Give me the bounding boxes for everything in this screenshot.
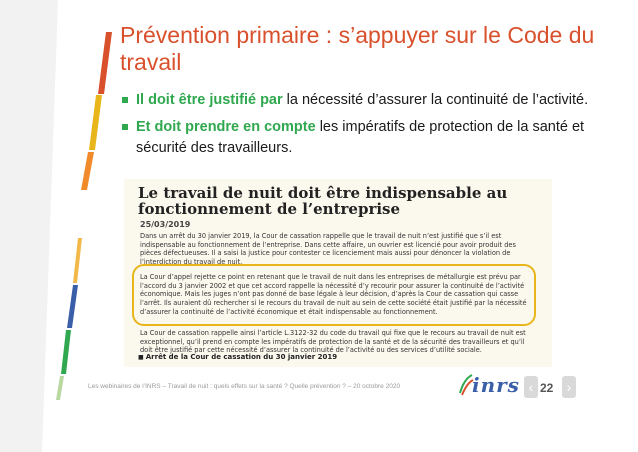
bullet-text: la nécessité d’assurer la continuité de l’activité. [282, 92, 589, 108]
article-date: 25/03/2019 [140, 220, 191, 229]
page-number: 22 [540, 381, 554, 395]
bullet-text: les impératifs de protection de la santé et sécurité des travailleurs. [136, 119, 585, 156]
article-paragraph: La Cour de cassation rappelle ainsi l’article L.3122-32 du code du travail qui fixe que le recours au travail de nuit est exceptionnel, qu’il prend en compte les impératifs de protection de la santé et de la sécurité des travailleurs et qu’il doit être justifié par cette nécessité d’assurer la continuité de l’activité ou des services d’utilité sociale. [140, 329, 526, 355]
bullet-list [122, 90, 602, 165]
article-title: Le travail de nuit doit être indispensable au fonctionnement de l’entreprise [138, 184, 508, 218]
bullet-item [122, 117, 602, 159]
chevron-right-icon: › [566, 379, 572, 395]
bullet-item [122, 90, 602, 111]
next-slide-button[interactable] [562, 376, 576, 398]
highlight-ring [132, 264, 536, 326]
logo-text: inrs [472, 373, 520, 397]
inrs-logo [458, 373, 520, 399]
chevron-left-icon: ‹ [528, 379, 534, 395]
bullet-emphasis: Il doit être justifié par [136, 92, 283, 108]
slide-title: Prévention primaire : s’appuyer sur le Code du travail [120, 22, 595, 75]
article-footer: ■ Arrêt de la Cour de cassation du 30 janvier 2019 [138, 353, 337, 361]
article-paragraph: Dans un arrêt du 30 janvier 2019, la Cour de cassation rappelle que le travail de nuit n’est justifié que s’il est indispensable au fonctionnement de l’entreprise. Dans cette affaire, un ouvrier est licencié pour avoir produit des pièces défectueuses. Il a saisi la justice pour contester ce licenciement mais aussi pour dénoncer la violation de l’interdiction du travail de nuit. [140, 232, 516, 267]
article-excerpt-image [124, 179, 552, 367]
bullet-emphasis: Et doit prendre en compte [136, 119, 316, 135]
bullet-square-icon [122, 97, 128, 103]
article-paragraph-highlighted: La Cour d’appel rejette ce point en retenant que le travail de nuit dans les entreprises de métallurgie est prévu par l’accord du 3 janvier 2002 et que cet accord rappelle la nécessité d’y recourir pour assurer la continuité de l’activité économique. Mais les juges n’ont pas donné de base légale à leur décision, d’après la Cour de cassation qui casse l’arrêt. Ils auraient dû rechercher si le recours du travail de nuit au sein de cette société était justifié par la nécessité d’assurer la continuité de l’activité économique et était indispensable au fonctionnement. [140, 273, 527, 316]
slide-footer-text: Les webinaires de l’INRS – Travail de nuit : quels effets sur la santé ? Quelle prévention ? – 20 octobre 2020 [88, 383, 401, 390]
previous-slide-button[interactable] [524, 376, 538, 398]
bullet-square-icon [122, 124, 128, 130]
